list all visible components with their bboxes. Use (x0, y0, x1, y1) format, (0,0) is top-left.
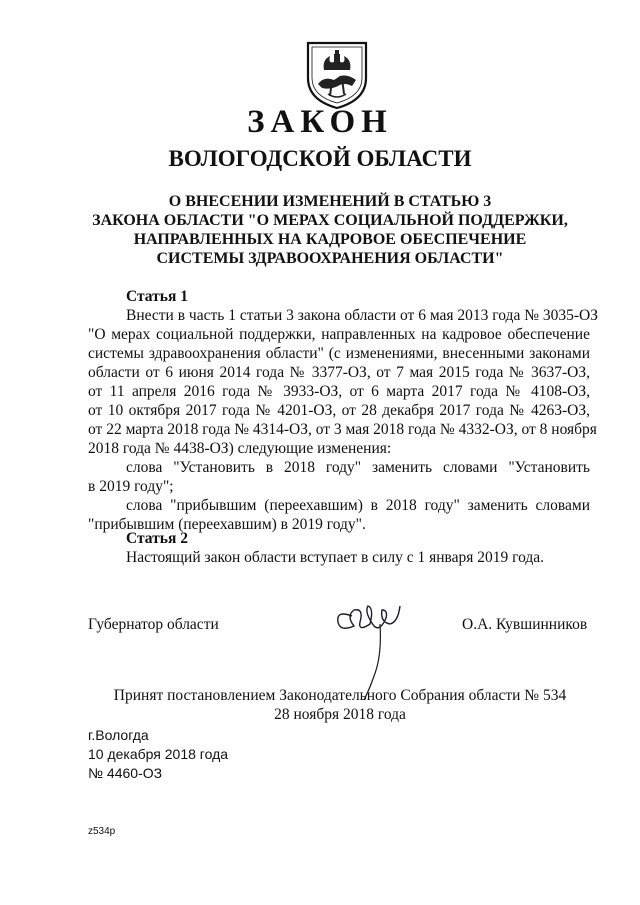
article-1-line: от 22 марта 2018 года № 4314-ОЗ, от 3 мая 2018 года № 4332-ОЗ, от 8 ноября (88, 421, 597, 438)
sign-date: 10 декабря 2018 года (88, 746, 229, 762)
article-1-line: области от 6 июня 2014 года № 3377-ОЗ, от 7 мая 2015 года № 3637-ОЗ, (88, 364, 590, 381)
coat-of-arms-icon (304, 40, 370, 110)
subtitle-line: СИСТЕМЫ ЗДРАВООХРАНЕНИЯ ОБЛАСТИ" (156, 250, 504, 267)
adoption-date: 28 ноября 2018 года (274, 706, 406, 723)
article-1-line: от 10 октября 2017 года № 4201-ОЗ, от 28 декабря 2017 года № 4263-ОЗ, (88, 402, 590, 419)
article-1-heading: Статья 1 (126, 288, 188, 305)
article-1-line: Внести в часть 1 статьи 3 закона области от 6 мая 2013 года № 3035-ОЗ (126, 307, 598, 324)
law-number: № 4460-ОЗ (88, 765, 163, 781)
adoption-info (100, 686, 580, 724)
article-1-line: от 11 апреля 2016 года № 3933-ОЗ, от 6 марта 2017 года № 4108-ОЗ, (88, 383, 590, 400)
article-1-line: системы здравоохранения области" (с изменениями, внесенными законами (88, 345, 590, 362)
article-1-line: "О мерах социальной поддержки, направленных на кадровое обеспечение (88, 326, 590, 343)
document-code: z534p (88, 826, 116, 837)
law-title: ЗАКОН (247, 104, 393, 140)
adoption-line: Принят постановлением Законодательного Собрания области № 534 (113, 687, 567, 704)
article-1-line: в 2019 году"; (88, 478, 174, 495)
article-1-line: "прибывшим (переехавшим) в 2019 году". (88, 516, 366, 533)
article-1-body (88, 306, 598, 534)
governor-name: О.А. Кувшинников (462, 616, 588, 633)
city: г.Вологда (88, 727, 149, 743)
article-2-heading: Статья 2 (126, 530, 188, 547)
subtitle-line: ЗАКОНА ОБЛАСТИ "О МЕРАХ СОЦИАЛЬНОЙ ПОДДЕРЖКИ, (92, 212, 568, 229)
place-and-date (88, 726, 228, 783)
article-2-body (88, 548, 590, 567)
article-1-line: слова "прибывшим (переехавшим) в 2018 году" заменить словами (126, 497, 590, 514)
article-1-line: 2018 года № 4438-ОЗ) следующие изменения: (88, 440, 392, 457)
region-title: ВОЛОГОДСКОЙ ОБЛАСТИ (168, 146, 472, 171)
subtitle-line: О ВНЕСЕНИИ ИЗМЕНЕНИЙ В СТАТЬЮ 3 (168, 193, 492, 210)
subtitle-line: НАПРАВЛЕННЫХ НА КАДРОВОЕ ОБЕСПЕЧЕНИЕ (133, 231, 527, 248)
article-2-line: Настоящий закон области вступает в силу с 1 января 2019 года. (126, 549, 545, 566)
article-1-line: слова "Установить в 2018 году" заменить словами "Установить (126, 459, 590, 476)
governor-position: Губернатор области (88, 616, 219, 633)
law-subtitle (70, 192, 590, 268)
